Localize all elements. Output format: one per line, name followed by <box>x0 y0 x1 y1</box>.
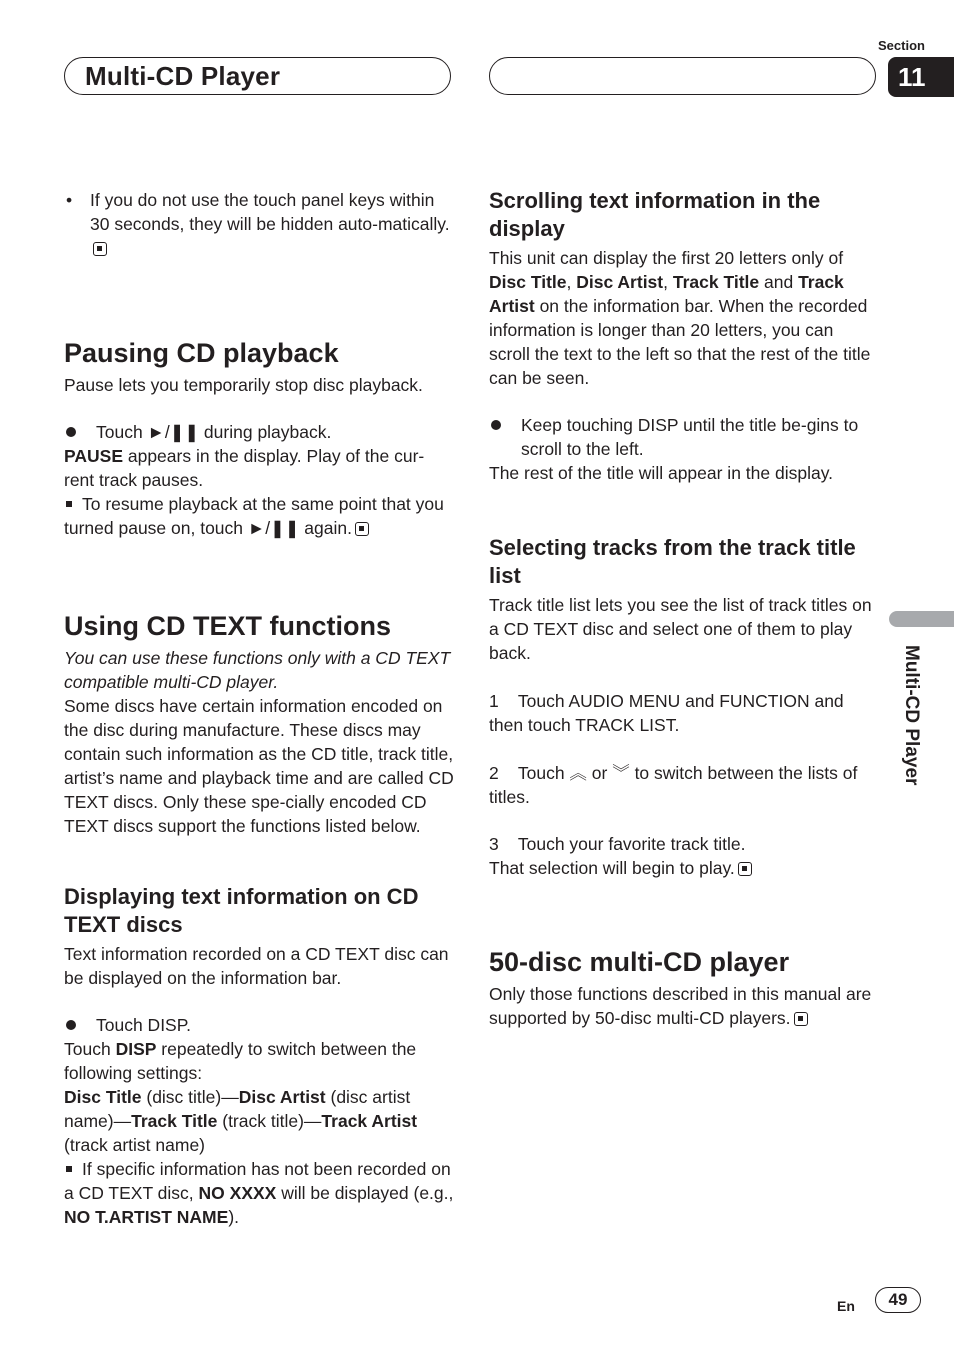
selecting-heading: Selecting tracks from the track title list <box>489 535 856 588</box>
bullet-mark: • <box>66 190 73 210</box>
end-mark-icon <box>738 862 752 876</box>
page-number: 49 <box>875 1287 921 1313</box>
text: , <box>566 272 577 292</box>
intro-note-text: If you do not use the touch panel keys within 30 seconds, they will be hidden auto-matically. <box>90 190 450 234</box>
pausing-note-text: To resume playback at the same point that you turned pause on, touch ►/❚❚ again. <box>64 494 444 538</box>
bullet-dot <box>66 427 76 437</box>
text-bold: Track Artist <box>489 272 844 316</box>
cdtext-italic: You can use these functions only with a CD TEXT compatible multi-CD player. <box>64 648 451 692</box>
text: (disc title)— <box>141 1087 239 1107</box>
scrolling-body <box>489 246 879 390</box>
scrolling-heading: Scrolling text information in the display <box>489 188 821 241</box>
end-mark-icon <box>355 522 369 536</box>
text: will be displayed (e.g., <box>276 1183 454 1203</box>
text-bold: NO T.ARTIST NAME <box>64 1207 229 1227</box>
displaying-step-text: Touch DISP. <box>96 1015 192 1035</box>
text: That selection will begin to play. <box>489 858 735 878</box>
header-title: Multi-CD Player <box>85 61 281 91</box>
selecting-result <box>489 856 879 880</box>
pausing-step <box>64 420 454 444</box>
setting-disc-artist: Disc Artist <box>238 1087 326 1107</box>
text: repeatedly to switch between the following settings: <box>64 1039 417 1083</box>
side-label-text: Multi-CD Player <box>901 645 922 786</box>
setting-track-artist: Track Artist <box>321 1111 418 1131</box>
note-square-icon <box>66 1166 72 1172</box>
end-mark-icon <box>93 242 107 256</box>
pausing-result-bold: PAUSE <box>64 446 123 466</box>
fifty-disc-heading: 50-disc multi-CD player <box>489 947 790 977</box>
text: (disc artist name)— <box>64 1087 411 1131</box>
pausing-body: Pause lets you temporarily stop disc playback. <box>64 375 423 395</box>
text: Touch <box>64 1039 116 1059</box>
text-bold: Track Title <box>672 272 760 292</box>
pausing-result <box>64 444 454 492</box>
displaying-instruction <box>64 1037 454 1085</box>
bullet-dot <box>66 1020 76 1030</box>
text: (track artist name) <box>64 1135 205 1155</box>
displaying-body: Text information recorded on a CD TEXT disc can be displayed on the information bar. <box>64 944 449 988</box>
text-bold: DISP <box>115 1039 157 1059</box>
header-left-pill <box>64 57 451 95</box>
scrolling-step-text: Keep touching DISP until the title be-gins to scroll to the left. <box>521 415 859 459</box>
left-column <box>64 188 454 1229</box>
text: ). <box>228 1207 240 1227</box>
section-label: Section <box>878 38 925 53</box>
selecting-step-2: 2 Touch ︽ or ︾ to switch between the lists of titles. <box>489 763 863 807</box>
side-gray-tab <box>889 611 954 627</box>
selecting-body: Track title list lets you see the list of track titles on a CD TEXT disc and select one of them to play back. <box>489 595 872 663</box>
displaying-heading: Displaying text information on CD TEXT discs <box>64 884 419 937</box>
selecting-step-3: 3 Touch your favorite track title. <box>489 834 746 854</box>
fifty-disc-body <box>489 982 879 1030</box>
text: If specific information has not been recorded on a CD TEXT disc, <box>64 1159 451 1203</box>
side-vertical-label <box>880 645 940 825</box>
pausing-note <box>64 492 454 540</box>
pausing-result-text: appears in the display. Play of the cur-rent track pauses. <box>64 446 425 490</box>
cdtext-heading: Using CD TEXT functions <box>64 611 391 641</box>
text: This unit can display the first 20 letters only of <box>489 248 844 268</box>
intro-note <box>64 188 454 260</box>
displaying-settings <box>64 1085 454 1157</box>
scrolling-step <box>489 413 879 461</box>
pausing-step-text: Touch ►/❚❚ during playback. <box>96 422 332 442</box>
text: Only those functions described in this manual are supported by 50-disc multi-CD players. <box>489 984 872 1028</box>
text-bold: NO XXXX <box>198 1183 277 1203</box>
right-column <box>489 187 879 1030</box>
header-right-pill <box>489 57 876 95</box>
bullet-dot <box>491 420 501 430</box>
text: (track title)— <box>217 1111 322 1131</box>
footer-lang: En <box>837 1298 855 1314</box>
selecting-step-1: 1 Touch AUDIO MENU and FUNCTION and then touch TRACK LIST. <box>489 691 849 735</box>
setting-disc-title: Disc Title <box>64 1087 142 1107</box>
text: , <box>663 272 673 292</box>
cdtext-body: Some discs have certain information encoded on the disc during manufacture. These discs may contain such information as the CD title, track title, artist’s name and playback time and are called CD TEXT discs. Only these spe-cially encoded CD TEXT discs support the functions listed below. <box>64 696 454 836</box>
text: and <box>759 272 799 292</box>
displaying-step <box>64 1013 454 1037</box>
text: on the information bar. When the recorded information is longer than 20 letters, you can scroll the text to the left so that the rest of the title can be seen. <box>489 296 871 388</box>
end-mark-icon <box>794 1012 808 1026</box>
pausing-heading: Pausing CD playback <box>64 338 339 368</box>
text-bold: Disc Title <box>489 272 567 292</box>
scrolling-result: The rest of the title will appear in the display. <box>489 463 834 483</box>
text-bold: Disc Artist <box>576 272 664 292</box>
note-square-icon <box>66 501 72 507</box>
displaying-note <box>64 1157 454 1229</box>
section-number-tab: 11 <box>888 57 954 97</box>
setting-track-title: Track Title <box>131 1111 218 1131</box>
